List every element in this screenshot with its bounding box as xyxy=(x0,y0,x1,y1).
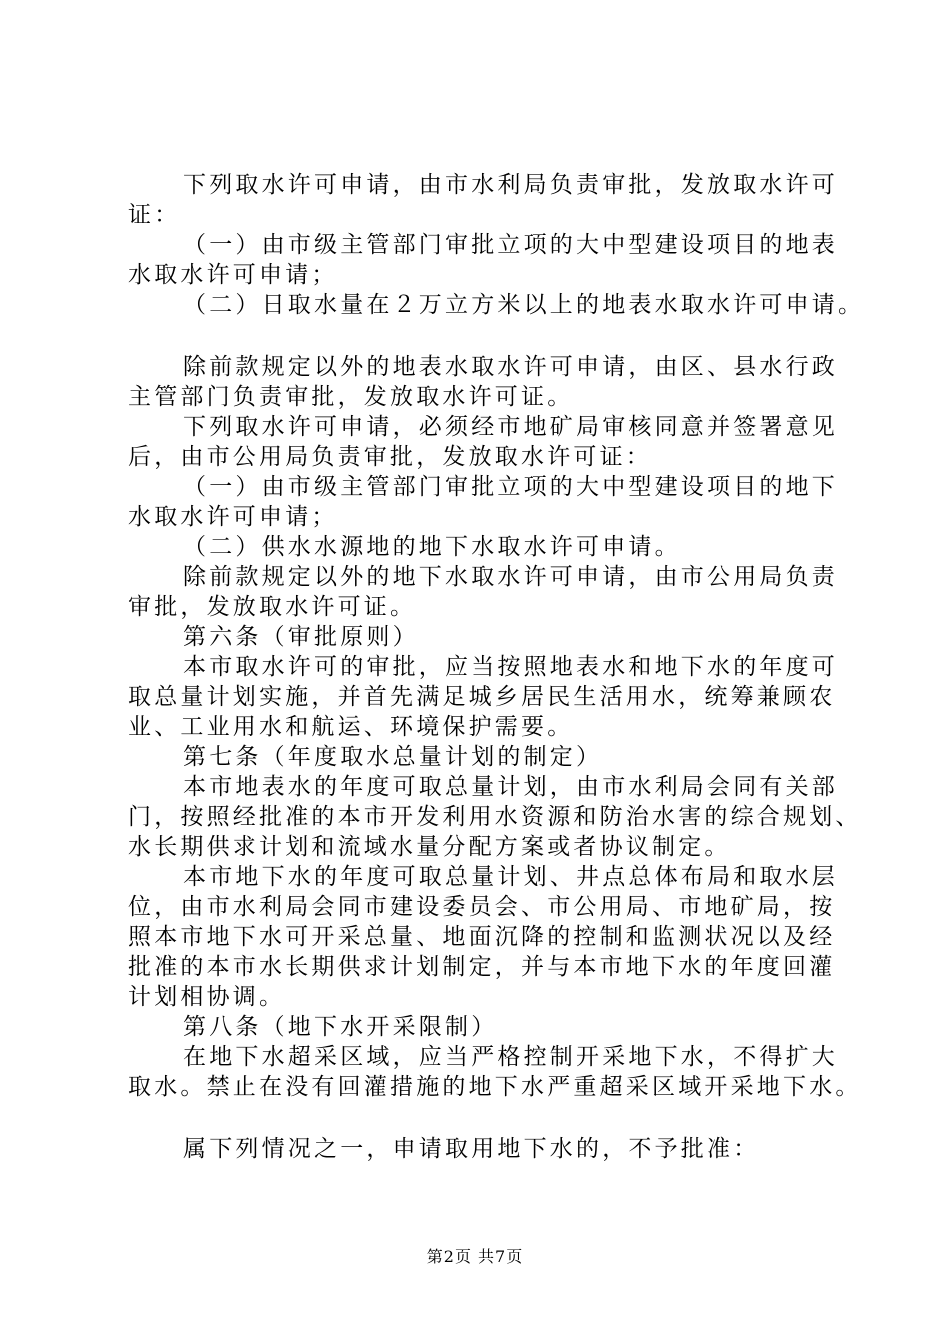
text-line: 下列取水许可申请，必须经市地矿局审核同意并签署意见 xyxy=(183,414,838,440)
text-line: （一）由市级主管部门审批立项的大中型建设项目的地表 xyxy=(183,232,838,258)
text-line: 审批，发放取水许可证。 xyxy=(128,594,417,620)
section-heading: 第八条（地下水开采限制） xyxy=(183,1014,498,1040)
text-line: 水长期供求计划和流域水量分配方案或者协议制定。 xyxy=(128,834,731,860)
text-line: 计划相协调。 xyxy=(128,984,286,1010)
text-line: 水取水许可申请； xyxy=(128,262,338,288)
document-body xyxy=(128,170,865,1164)
text-line: 门，按照经批准的本市开发利用水资源和防治水害的综合规划、 xyxy=(128,804,862,830)
text-line: 主管部门负责审批，发放取水许可证。 xyxy=(128,384,574,410)
text-line: 除前款规定以外的地表水取水许可申请，由区、县水行政 xyxy=(183,354,838,380)
text-line: 业、工业用水和航运、环境保护需要。 xyxy=(128,714,574,740)
text-line: 在地下水超采区域，应当严格控制开采地下水，不得扩大 xyxy=(183,1044,838,1070)
text-line: 本市地下水的年度可取总量计划、井点总体布局和取水层 xyxy=(183,864,838,890)
section-heading: 第七条（年度取水总量计划的制定） xyxy=(183,744,603,770)
text-line: （一）由市级主管部门审批立项的大中型建设项目的地下 xyxy=(183,474,838,500)
text-line: 本市取水许可的审批，应当按照地表水和地下水的年度可 xyxy=(183,654,838,680)
text-line: 除前款规定以外的地下水取水许可申请，由市公用局负责 xyxy=(183,564,838,590)
section-heading: 第六条（审批原则） xyxy=(183,624,419,650)
text-line: 取水。禁止在没有回灌措施的地下水严重超采区域开采地下水。 xyxy=(128,1074,862,1100)
text-line: 本市地表水的年度可取总量计划，由市水利局会同有关部 xyxy=(183,774,838,800)
text-line: 取总量计划实施，并首先满足城乡居民生活用水，统筹兼顾农 xyxy=(128,684,836,710)
text-line: 属下列情况之一，申请取用地下水的，不予批准： xyxy=(183,1136,760,1162)
text-line: 批准的本市水长期供求计划制定，并与本市地下水的年度回灌 xyxy=(128,954,836,980)
text-line: 位，由市水利局会同市建设委员会、市公用局、市地矿局，按 xyxy=(128,894,836,920)
text-line: 证： xyxy=(128,202,181,228)
text-line: 照本市地下水可开采总量、地面沉降的控制和监测状况以及经 xyxy=(128,924,836,950)
text-line: 后，由市公用局负责审批，发放取水许可证： xyxy=(128,444,652,470)
text-line: 水取水许可申请； xyxy=(128,504,338,530)
page-footer: 第2页 共7页 xyxy=(426,1247,524,1266)
text-line: 下列取水许可申请，由市水利局负责审批，发放取水许可 xyxy=(183,172,838,198)
text-line: （二）日取水量在２万立方米以上的地表水取水许可申请。 xyxy=(183,292,865,318)
text-line: （二）供水水源地的地下水取水许可申请。 xyxy=(183,534,681,560)
